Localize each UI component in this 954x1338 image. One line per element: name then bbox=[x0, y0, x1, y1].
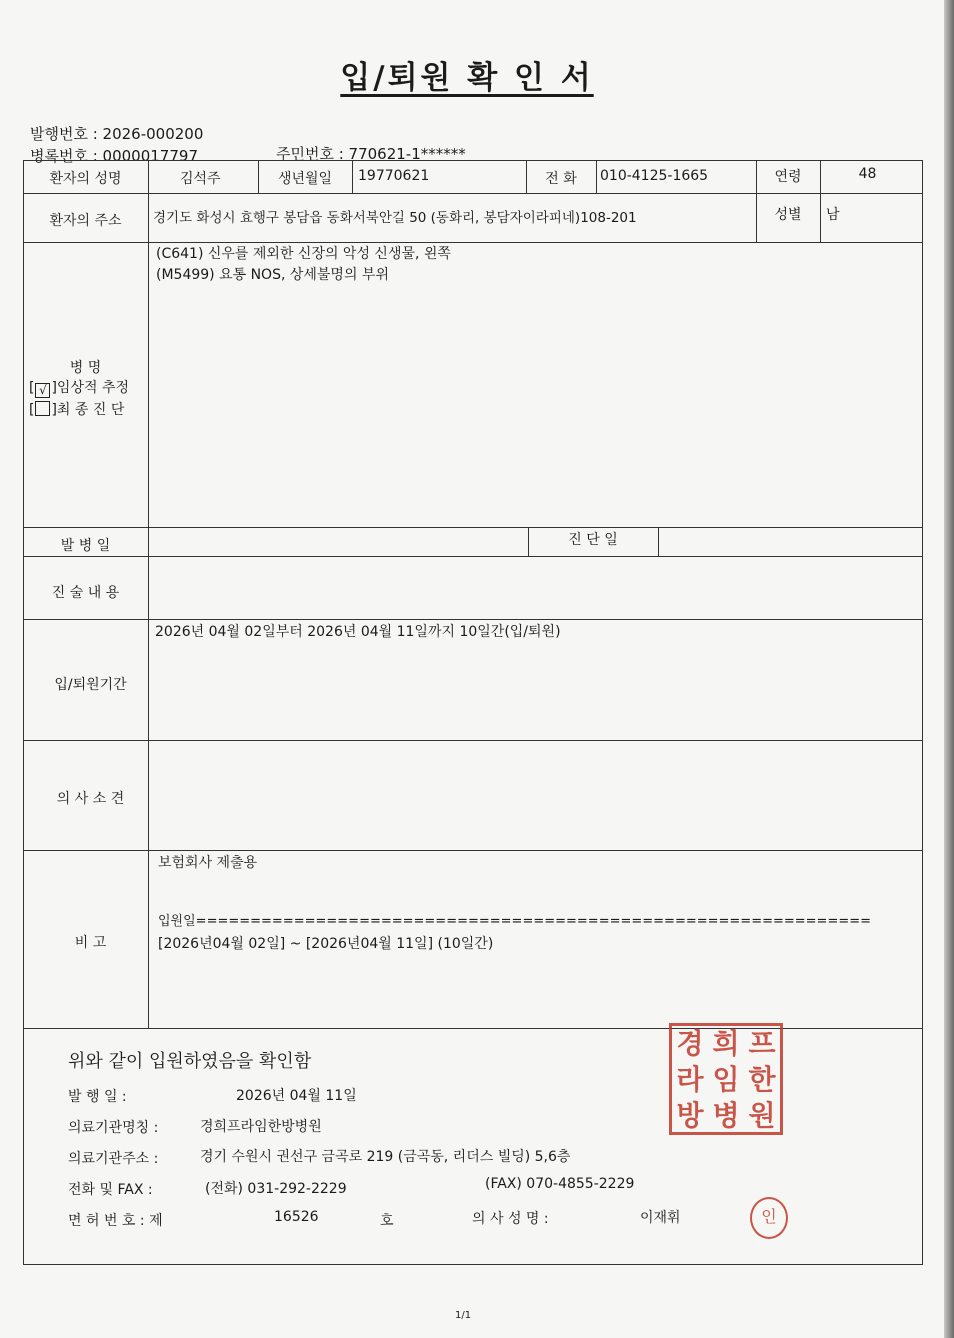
hospital-seal bbox=[669, 1023, 783, 1135]
dob-value: 19770621 bbox=[358, 168, 430, 184]
record-number: 병록번호 : 0000017797 bbox=[30, 147, 198, 165]
form-table bbox=[23, 160, 923, 1265]
institution-address-value: 경기 수원시 권선구 금곡로 219 (금곡동, 리더스 빌딩) 5,6층 bbox=[200, 1149, 571, 1165]
remarks-line-3: [2026년04월 02일] ~ [2026년04월 11일] (10일간) bbox=[158, 936, 494, 952]
doctor-opinion-label: 의 사 소 견 bbox=[56, 791, 125, 807]
institution-fax: (FAX) 070-4855-2229 bbox=[485, 1176, 635, 1192]
clinical-estimate-label: ]임상적 추정 bbox=[51, 380, 130, 396]
onset-date-label: 발 병 일 bbox=[60, 538, 111, 554]
diagnosis-date-label: 진 단 일 bbox=[568, 532, 618, 548]
seal-char: 방 bbox=[676, 1099, 704, 1132]
issue-number: 발행번호 : 2026-000200 bbox=[30, 125, 204, 143]
table-rule bbox=[23, 556, 923, 557]
document-title: 입/퇴원 확 인 서 bbox=[340, 60, 594, 96]
table-rule bbox=[23, 740, 923, 741]
clinical-estimate-option: [ √ ]임상적 추정 bbox=[29, 380, 130, 397]
institution-name-label: 의료기관명칭 : bbox=[68, 1120, 159, 1136]
admission-period-text: 2026년 04월 02일부터 2026년 04월 11일까지 10일간(입/퇴원) bbox=[155, 624, 561, 640]
age-label: 연령 bbox=[774, 169, 802, 185]
admission-period-label: 입/퇴원기간 bbox=[54, 677, 127, 693]
license-label: 면 허 번 호 : 제 bbox=[68, 1213, 163, 1229]
institution-address-label: 의료기관주소 : bbox=[68, 1151, 159, 1167]
seal-char: 경 bbox=[676, 1027, 704, 1060]
seal-char: 원 bbox=[748, 1099, 776, 1132]
diagnosis-line-1: (C641) 신우를 제외한 신장의 악성 신생물, 왼쪽 bbox=[156, 246, 451, 262]
remarks-line-2: 입원일============================================================== bbox=[158, 914, 872, 929]
final-diagnosis-option: [ ]최 종 진 단 bbox=[29, 402, 125, 418]
issue-date-label: 발 행 일 : bbox=[68, 1089, 127, 1105]
patient-name: 김석주 bbox=[180, 171, 221, 187]
age-value: 48 bbox=[858, 166, 877, 182]
institution-phone: (전화) 031-292-2229 bbox=[205, 1181, 347, 1197]
final-diagnosis-label: ]최 종 진 단 bbox=[51, 402, 125, 418]
institution-name-value: 경희프라임한방병원 bbox=[200, 1119, 322, 1135]
table-rule bbox=[23, 193, 923, 194]
table-rule bbox=[23, 1028, 923, 1029]
doctor-stamp: 인 bbox=[750, 1197, 788, 1239]
doctor-name: 이재휘 bbox=[640, 1210, 681, 1226]
page-number: 1/1 bbox=[455, 1310, 472, 1321]
phone-label: 전 화 bbox=[545, 171, 577, 187]
disease-label: 병 명 bbox=[69, 360, 102, 376]
seal-char: 희 bbox=[712, 1027, 740, 1060]
address-label: 환자의 주소 bbox=[49, 213, 122, 229]
checkbox-checked[interactable]: √ bbox=[35, 383, 50, 398]
seal-char: 프 bbox=[748, 1027, 776, 1060]
statement-label: 진 술 내 용 bbox=[51, 585, 120, 601]
patient-name-label: 환자의 성명 bbox=[49, 171, 122, 187]
table-rule bbox=[23, 619, 923, 620]
dob-label: 생년월일 bbox=[277, 171, 333, 187]
sex-label: 성별 bbox=[774, 207, 802, 223]
remarks-line-1: 보험회사 제출용 bbox=[158, 855, 258, 871]
remarks-label: 비 고 bbox=[74, 935, 107, 951]
table-rule bbox=[23, 850, 923, 851]
resident-number: 주민번호 : 770621-1****** bbox=[276, 145, 466, 163]
seal-char: 임 bbox=[712, 1063, 740, 1096]
doctor-name-label: 의 사 성 명 : bbox=[472, 1211, 549, 1227]
table-rule bbox=[658, 527, 659, 556]
sex-value: 남 bbox=[826, 207, 840, 223]
diagnosis-line-2: (M5499) 요통 NOS, 상세불명의 부위 bbox=[156, 267, 389, 283]
table-rule bbox=[596, 160, 597, 193]
seal-char: 라 bbox=[676, 1063, 704, 1096]
seal-char: 한 bbox=[748, 1063, 776, 1096]
issue-date-value: 2026년 04월 11일 bbox=[236, 1088, 357, 1104]
phone-fax-label: 전화 및 FAX : bbox=[68, 1182, 153, 1198]
seal-char: 병 bbox=[712, 1099, 740, 1132]
license-number: 16526 bbox=[274, 1209, 319, 1225]
confirmation-statement: 위와 같이 입원하였음을 확인함 bbox=[68, 1051, 312, 1072]
address-value: 경기도 화성시 효행구 봉담읍 동화서북안길 50 (동화리, 봉담자이라피네)108-201 bbox=[153, 210, 637, 226]
license-suffix: 호 bbox=[380, 1213, 394, 1229]
checkbox-unchecked[interactable] bbox=[35, 401, 50, 416]
table-rule bbox=[23, 527, 923, 528]
table-rule bbox=[352, 160, 353, 193]
phone-value: 010-4125-1665 bbox=[600, 168, 709, 184]
table-rule bbox=[148, 160, 149, 1028]
page-edge-shadow bbox=[944, 0, 954, 1338]
